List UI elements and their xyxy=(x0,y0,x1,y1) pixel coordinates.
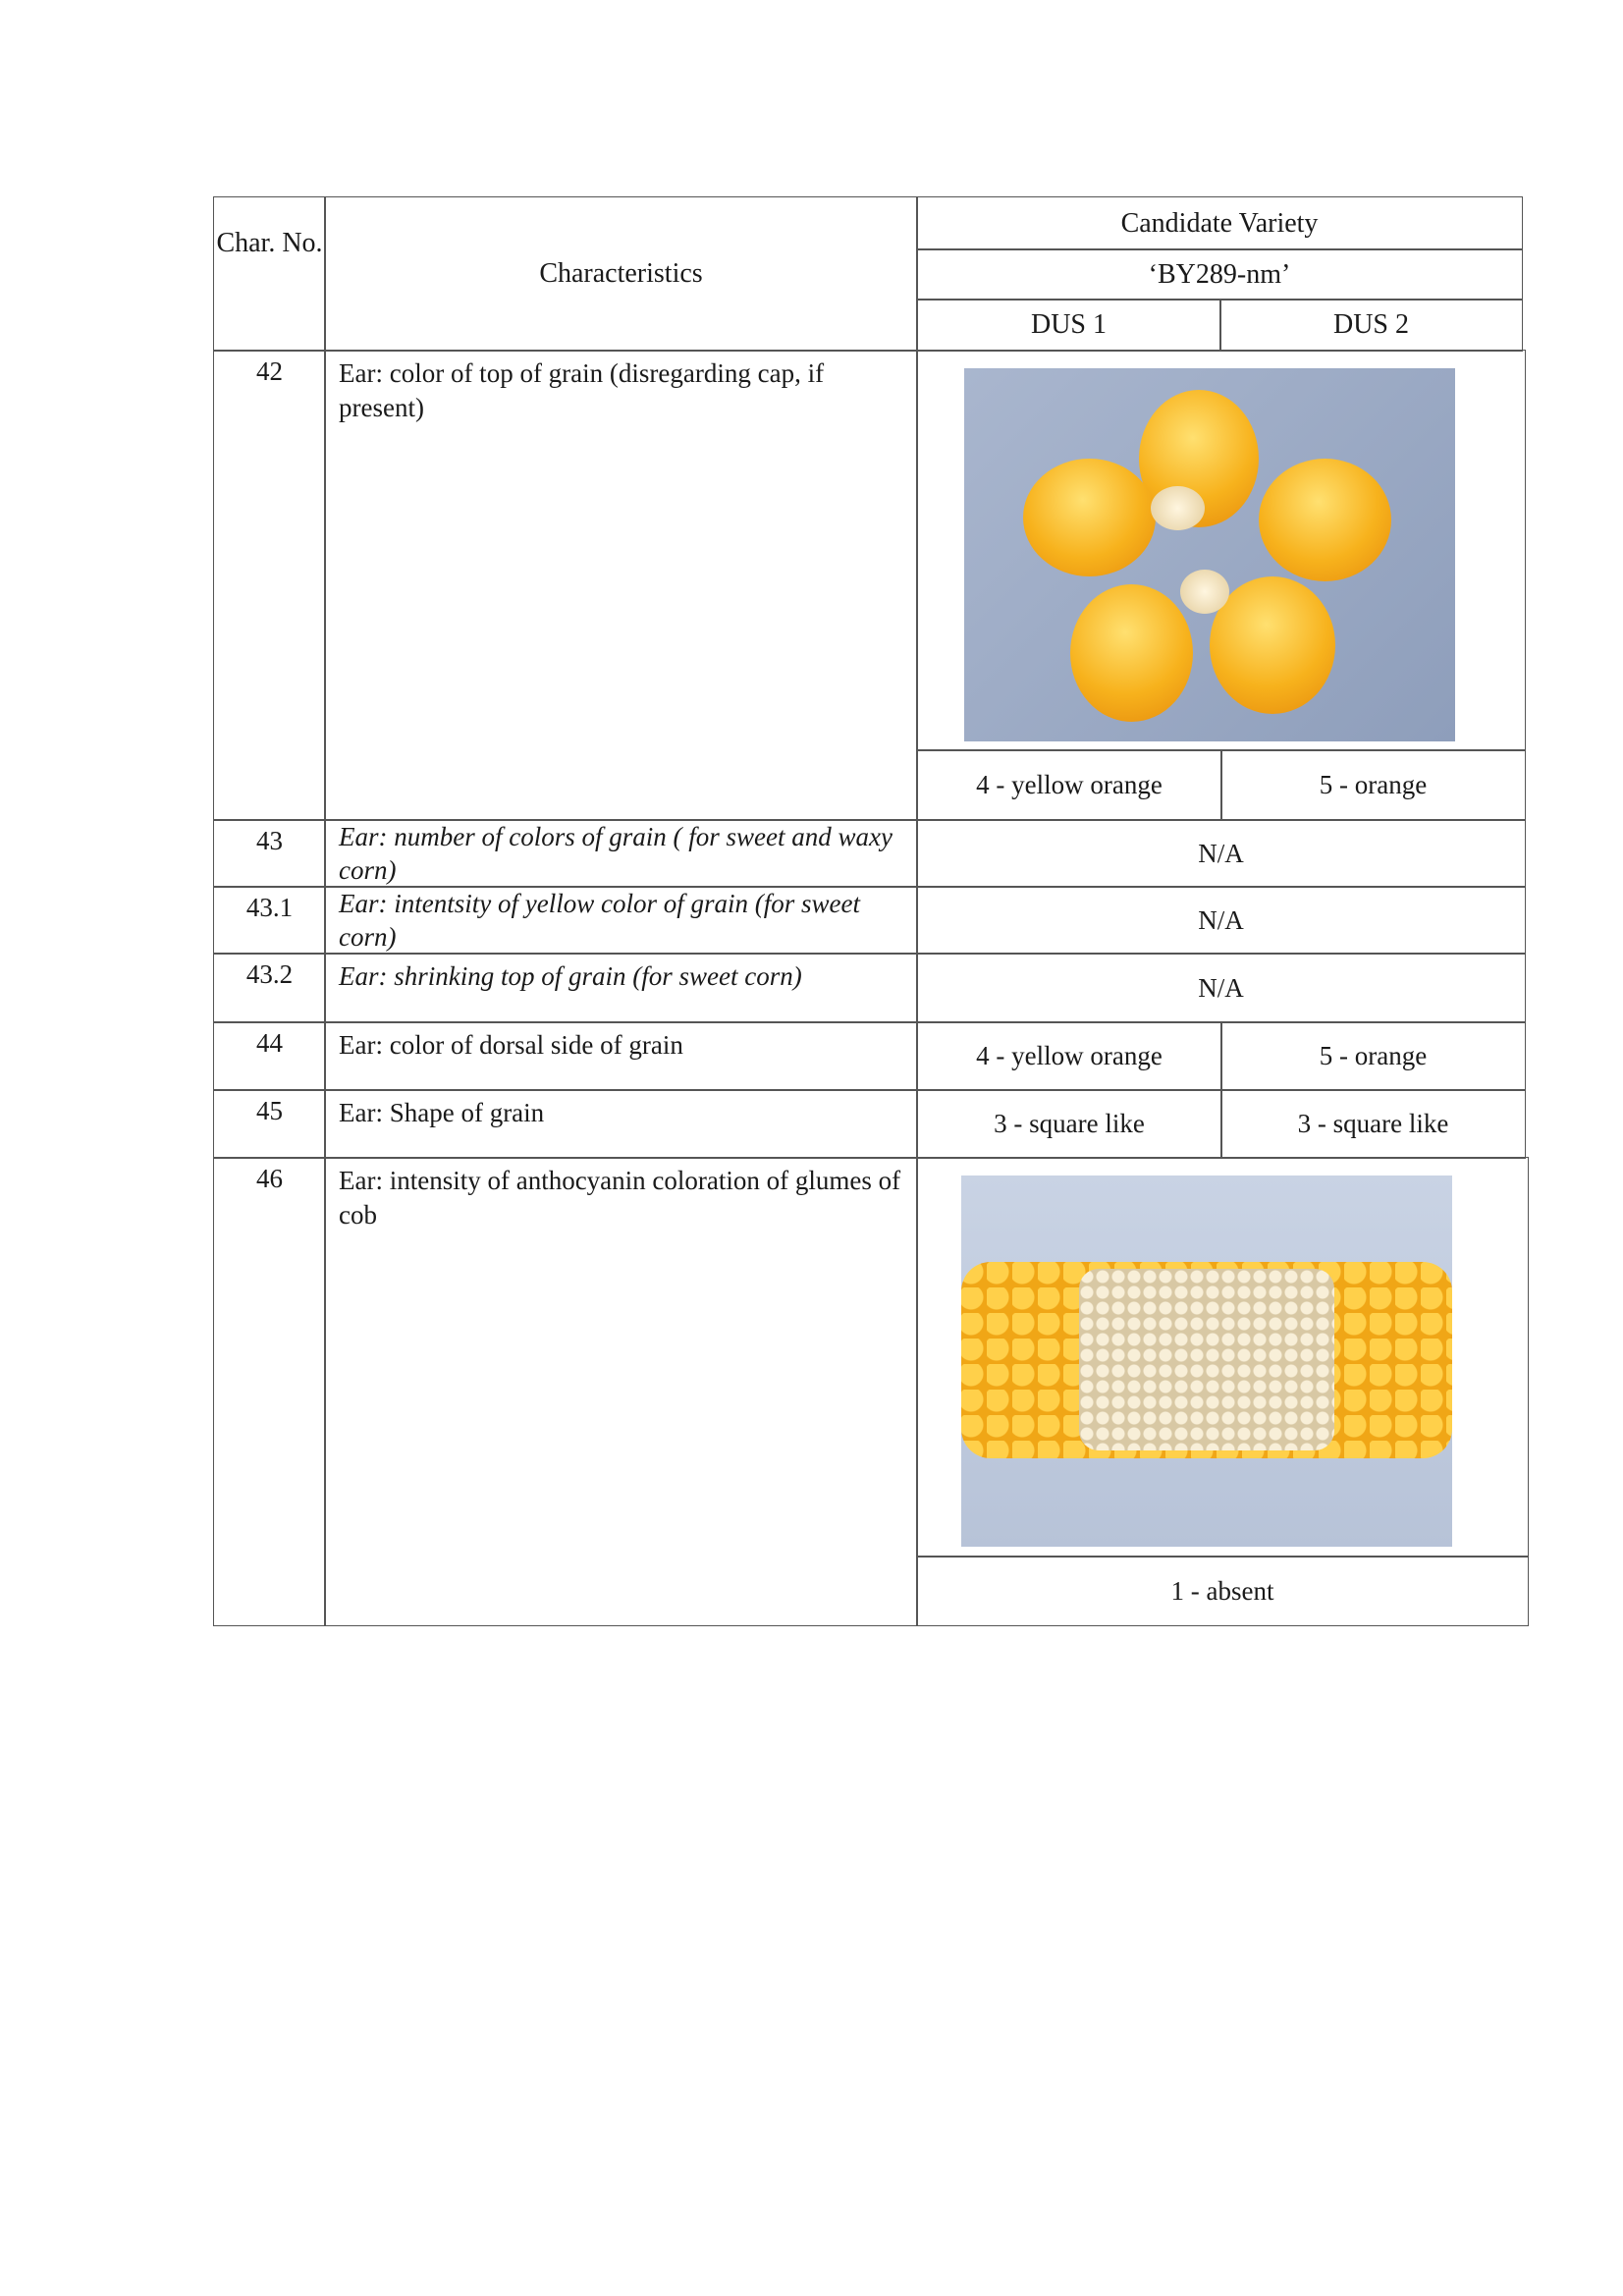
corn-kernels-photo xyxy=(964,368,1455,741)
row-46-no xyxy=(213,1157,326,1626)
row-43-no xyxy=(213,819,326,888)
row-45-text xyxy=(324,1089,918,1159)
dus1-value: 3 - square like xyxy=(994,1109,1145,1138)
value-text: N/A xyxy=(1198,838,1244,868)
row-45-dus1 xyxy=(916,1089,1222,1159)
header-variety-name xyxy=(916,248,1523,301)
row-42-dus2 xyxy=(1220,749,1526,821)
row-43-value xyxy=(916,819,1526,888)
characteristic-text: Ear: intensity of anthocyanin coloration of glumes of cob xyxy=(339,1166,901,1230)
row-44-dus2 xyxy=(1220,1021,1526,1091)
dus2-value: 3 - square like xyxy=(1297,1109,1449,1138)
characteristic-text: Ear: color of dorsal side of grain xyxy=(339,1030,683,1060)
variety-name-label: ‘BY289-nm’ xyxy=(1148,258,1291,290)
row-43-1-text xyxy=(324,886,918,955)
row-43-1-no xyxy=(213,886,326,955)
row-44-dus1 xyxy=(916,1021,1222,1091)
row-number: 46 xyxy=(256,1164,283,1193)
dus2-value: 5 - orange xyxy=(1319,1041,1428,1070)
characteristic-text: Ear: shrinking top of grain (for sweet corn) xyxy=(339,961,802,991)
header-dus1 xyxy=(916,299,1221,352)
header-candidate-variety xyxy=(916,196,1523,250)
characteristic-text: Ear: intentsity of yellow color of grain (for sweet corn) xyxy=(339,889,860,952)
characteristics-label: Characteristics xyxy=(539,258,703,289)
candidate-variety-label: Candidate Variety xyxy=(1120,207,1319,239)
row-number: 45 xyxy=(256,1096,283,1125)
row-43-text xyxy=(324,819,918,888)
row-43-2-value xyxy=(916,953,1526,1023)
row-number: 43.1 xyxy=(245,893,294,922)
dus2-label: DUS 2 xyxy=(1332,309,1409,340)
characteristic-text: Ear: Shape of grain xyxy=(339,1098,545,1127)
dus1-label: DUS 1 xyxy=(1030,309,1107,340)
row-46-text xyxy=(324,1157,918,1626)
row-44-text xyxy=(324,1021,918,1091)
characteristic-text: Ear: number of colors of grain ( for sweet and waxy corn) xyxy=(339,822,893,885)
dus2-value: 5 - orange xyxy=(1319,770,1428,799)
row-43-2-text xyxy=(324,953,918,1023)
char-no-label: Char. No. xyxy=(216,228,323,258)
characteristic-text: Ear: color of top of grain (disregarding cap, if present) xyxy=(339,358,825,422)
header-char-no xyxy=(213,196,326,352)
row-45-dus2 xyxy=(1220,1089,1526,1159)
row-42-no xyxy=(213,350,326,821)
value-text: N/A xyxy=(1198,904,1244,935)
corn-cob-photo xyxy=(961,1175,1452,1547)
row-number: 44 xyxy=(256,1028,283,1058)
value-text: 1 - absent xyxy=(1170,1575,1274,1606)
row-number: 43 xyxy=(256,826,283,855)
row-42-text xyxy=(324,350,918,821)
value-text: N/A xyxy=(1198,972,1244,1003)
header-characteristics xyxy=(324,196,918,352)
row-number: 43.2 xyxy=(245,959,294,989)
row-45-no xyxy=(213,1089,326,1159)
row-43-2-no xyxy=(213,953,326,1023)
row-46-photo-cell xyxy=(916,1157,1529,1558)
row-number: 42 xyxy=(256,356,283,386)
row-43-1-value xyxy=(916,886,1526,955)
row-46-value xyxy=(916,1556,1529,1626)
row-44-no xyxy=(213,1021,326,1091)
dus1-value: 4 - yellow orange xyxy=(976,770,1163,799)
row-42-photo-cell xyxy=(916,350,1526,751)
header-dus2 xyxy=(1219,299,1523,352)
dus1-value: 4 - yellow orange xyxy=(976,1041,1163,1070)
row-42-dus1 xyxy=(916,749,1222,821)
